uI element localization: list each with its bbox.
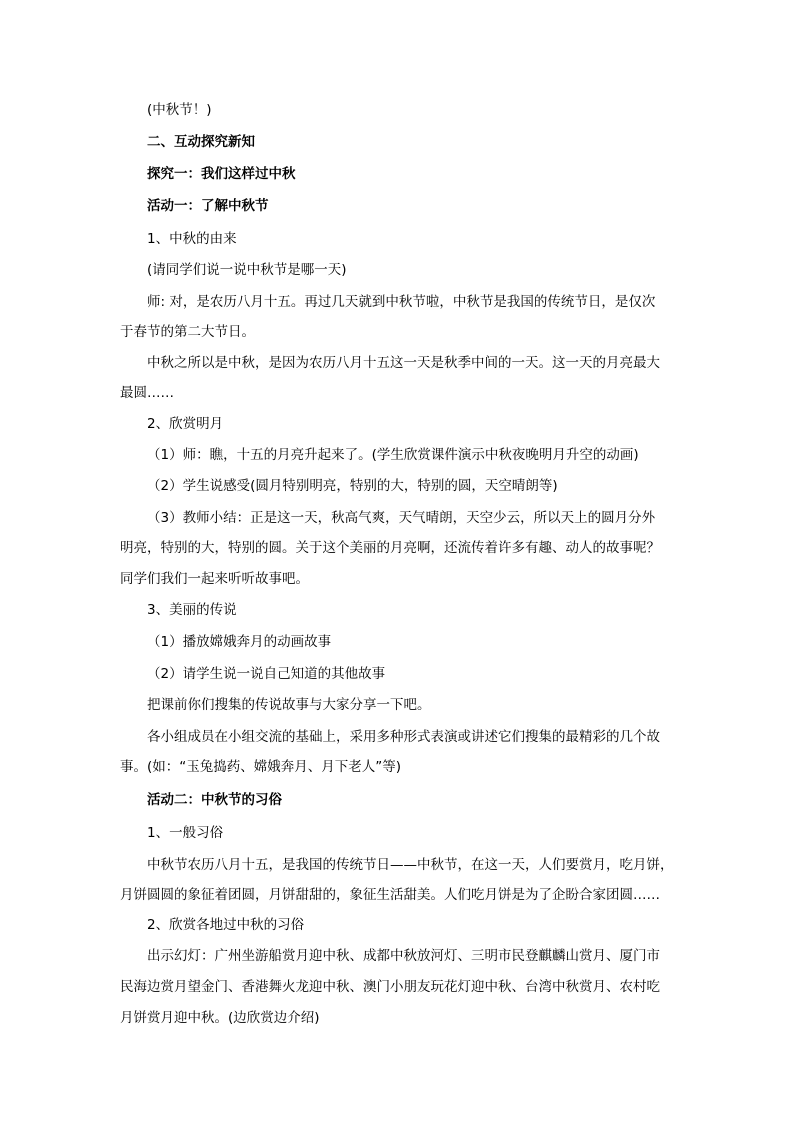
paragraph-line: 最圆…… (120, 385, 174, 401)
paragraph-line: 月饼赏月迎中秋。(边欣赏边介绍) (120, 1010, 320, 1026)
activity-heading: 活动一：了解中秋节 (147, 198, 269, 214)
paragraph-line: (请同学们说一说中秋节是哪一天) (147, 262, 347, 278)
paragraph-line: （2）学生说感受(圆月特别明亮，特别的大，特别的圆，天空晴朗等) (147, 478, 558, 494)
paragraph-line: 于春节的第二大节日。 (120, 324, 255, 340)
subheading: 3、美丽的传说 (147, 602, 237, 618)
paragraph-line: 明亮，特别的大，特别的圆。关于这个美丽的月亮啊，还流传着许多有趣、动人的故事呢？ (120, 540, 660, 556)
subheading: 1、中秋的由来 (147, 231, 237, 247)
subheading: 1、一般习俗 (147, 825, 224, 841)
activity-heading: 活动二：中秋节的习俗 (147, 792, 282, 808)
paragraph-line: 中秋节农历八月十五，是我国的传统节日——中秋节，在这一天，人们要赏月，吃月饼， (147, 857, 674, 873)
paragraph-line: 民海边赏月望金门、香港舞火龙迎中秋、澳门小朋友玩花灯迎中秋、台湾中秋赏月、农村吃 (120, 979, 660, 995)
paragraph-line: 中秋之所以是中秋，是因为农历八月十五这一天是秋季中间的一天。这一天的月亮最大 (147, 355, 660, 371)
paragraph-line: （3）教师小结：正是这一天，秋高气爽，天气晴朗，天空少云，所以天上的圆月分外 (147, 510, 656, 526)
paragraph-line: 事。(如：“玉兔捣药、嫦娥奔月、月下老人”等) (120, 759, 402, 775)
paragraph-line: 各小组成员在小组交流的基础上，采用多种形式表演或讲述它们搜集的最精彩的几个故 (147, 729, 660, 745)
exploration-heading: 探究一：我们这样过中秋 (147, 166, 296, 182)
section-heading: 二、互动探究新知 (147, 134, 255, 150)
paragraph-line: 同学们我们一起来听听故事吧。 (120, 571, 309, 587)
subheading: 2、欣赏明月 (147, 416, 224, 432)
paragraph-line: （1）播放嫦娥奔月的动画故事 (147, 634, 332, 650)
subheading: 2、欣赏各地过中秋的习俗 (147, 917, 305, 933)
paragraph-line: 师: 对，是农历八月十五。再过几天就到中秋节啦，中秋节是我国的传统节日，是仅次 (147, 294, 656, 310)
answer-line: (中秋节！) (147, 102, 212, 118)
paragraph-line: （2）请学生说一说自己知道的其他故事 (147, 666, 386, 682)
paragraph-line: 把课前你们搜集的传说故事与大家分享一下吧。 (147, 697, 431, 713)
paragraph-line: 出示幻灯：广州坐游船赏月迎中秋、成都中秋放河灯、三明市民登麒麟山赏月、厦门市 (147, 948, 660, 964)
paragraph-line: 月饼圆圆的象征着团圆，月饼甜甜的，象征生活甜美。人们吃月饼是为了企盼合家团圆…… (120, 887, 660, 903)
paragraph-line: （1）师：瞧，十五的月亮升起来了。(学生欣赏课件演示中秋夜晚明月升空的动画) (147, 447, 639, 463)
